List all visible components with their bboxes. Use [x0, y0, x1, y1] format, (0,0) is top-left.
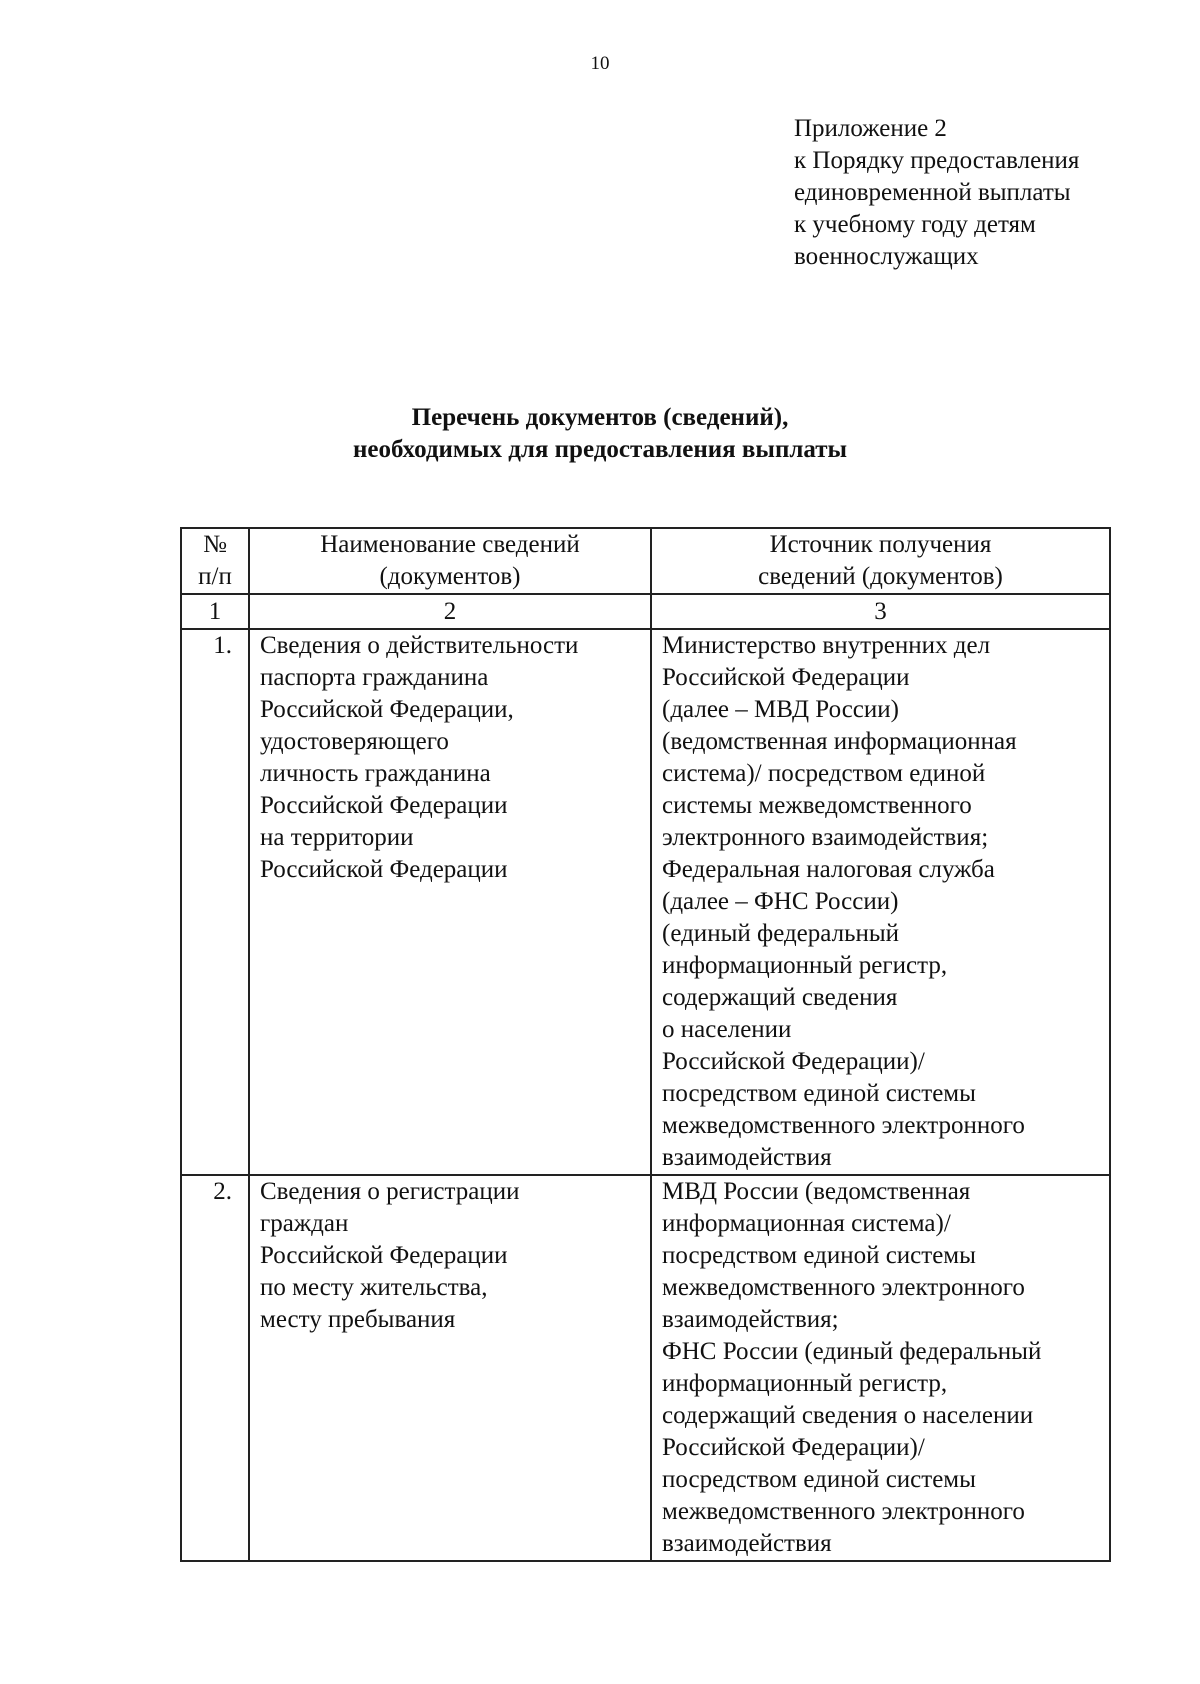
cell-text-line: Российской Федерации: [260, 792, 508, 819]
cell-text-line: электронного взаимодействия;: [662, 824, 989, 851]
cell-text-line: информационный регистр,: [662, 952, 948, 979]
cell-text-line: Российской Федерации: [260, 856, 508, 883]
title-line: необходимых для предоставления выплаты: [352, 436, 848, 463]
cell-text-line: (далее – ФНС России): [662, 888, 899, 915]
cell-text-line: межведомственного электронного: [662, 1112, 1025, 1139]
cell-text-line: личность гражданина: [260, 760, 491, 787]
cell-text-line: межведомственного электронного: [662, 1498, 1025, 1525]
row-name-cell: [249, 629, 651, 1175]
cell-text-line: информационный регистр,: [662, 1370, 948, 1397]
table-header-row: [181, 528, 1110, 594]
column-numbers-row: [181, 594, 1110, 629]
column-number: 3: [651, 594, 1110, 629]
cell-text-line: Российской Федерации)/: [662, 1048, 925, 1075]
cell-text-line: на территории: [260, 824, 414, 851]
cell-text-line: информационная система)/: [662, 1210, 951, 1237]
cell-text-line: содержащий сведения: [662, 984, 898, 1011]
header-text: Наименование сведений: [320, 531, 580, 558]
cell-text-line: ФНС России (единый федеральный: [662, 1338, 1042, 1365]
cell-text-line: взаимодействия;: [662, 1306, 839, 1333]
cell-text-line: содержащий сведения о населении: [662, 1402, 1034, 1429]
row-name-cell: [249, 1175, 651, 1561]
cell-text-line: Российской Федерации: [260, 1242, 508, 1269]
cell-text-line: по месту жительства,: [260, 1274, 488, 1301]
cell-text-line: Министерство внутренних дел: [662, 632, 991, 659]
row-source-cell: [651, 629, 1110, 1175]
cell-text-line: (ведомственная информационная: [662, 728, 1017, 755]
cell-text-line: Сведения о действительности: [260, 632, 579, 659]
header-cell-number: [181, 528, 249, 594]
page-number: 10: [590, 53, 610, 74]
cell-text-line: о населении: [662, 1016, 792, 1043]
header-text: Источник получения: [769, 531, 992, 558]
cell-text-line: Сведения о регистрации: [260, 1178, 520, 1205]
annex-line: единовременной выплаты: [794, 179, 1071, 206]
cell-text-line: МВД России (ведомственная: [662, 1178, 971, 1205]
header-text: (документов): [379, 563, 521, 590]
cell-text-line: взаимодействия: [662, 1530, 832, 1557]
row-number: 1.: [181, 629, 249, 1175]
header-text: сведений (документов): [758, 563, 1003, 590]
cell-text-line: граждан: [260, 1210, 349, 1237]
header-text: №: [203, 531, 227, 558]
cell-text-line: паспорта гражданина: [260, 664, 489, 691]
cell-text-line: Федеральная налоговая служба: [662, 856, 995, 883]
row-source-cell: [651, 1175, 1110, 1561]
header-cell-source: [651, 528, 1110, 594]
cell-text-line: посредством единой системы: [662, 1080, 976, 1107]
cell-text-line: (далее – МВД России): [662, 696, 899, 723]
document-title: [0, 402, 1200, 466]
documents-table: [180, 527, 1111, 1562]
cell-text-line: месту пребывания: [260, 1306, 456, 1333]
cell-text-line: (единый федеральный: [662, 920, 900, 947]
cell-text-line: межведомственного электронного: [662, 1274, 1025, 1301]
table-row: [181, 1175, 1110, 1561]
annex-line: военнослужащих: [794, 243, 979, 270]
cell-text-line: Российской Федерации)/: [662, 1434, 925, 1461]
row-number: 2.: [181, 1175, 249, 1561]
annex-heading: [794, 113, 1079, 273]
cell-text-line: посредством единой системы: [662, 1466, 976, 1493]
cell-text-line: посредством единой системы: [662, 1242, 976, 1269]
table-row: [181, 629, 1110, 1175]
annex-line: Приложение 2: [794, 115, 947, 142]
header-text: п/п: [198, 563, 232, 590]
title-line: Перечень документов (сведений),: [411, 404, 789, 431]
annex-line: к Порядку предоставления: [794, 147, 1080, 174]
cell-text-line: системы межведомственного: [662, 792, 972, 819]
cell-text-line: Российской Федерации: [662, 664, 910, 691]
cell-text-line: система)/ посредством единой: [662, 760, 986, 787]
cell-text-line: Российской Федерации,: [260, 696, 514, 723]
cell-text-line: взаимодействия: [662, 1144, 832, 1171]
column-number: 2: [249, 594, 651, 629]
header-cell-name: [249, 528, 651, 594]
annex-line: к учебному году детям: [794, 211, 1036, 238]
cell-text-line: удостоверяющего: [260, 728, 449, 755]
column-number: 1: [181, 594, 249, 629]
